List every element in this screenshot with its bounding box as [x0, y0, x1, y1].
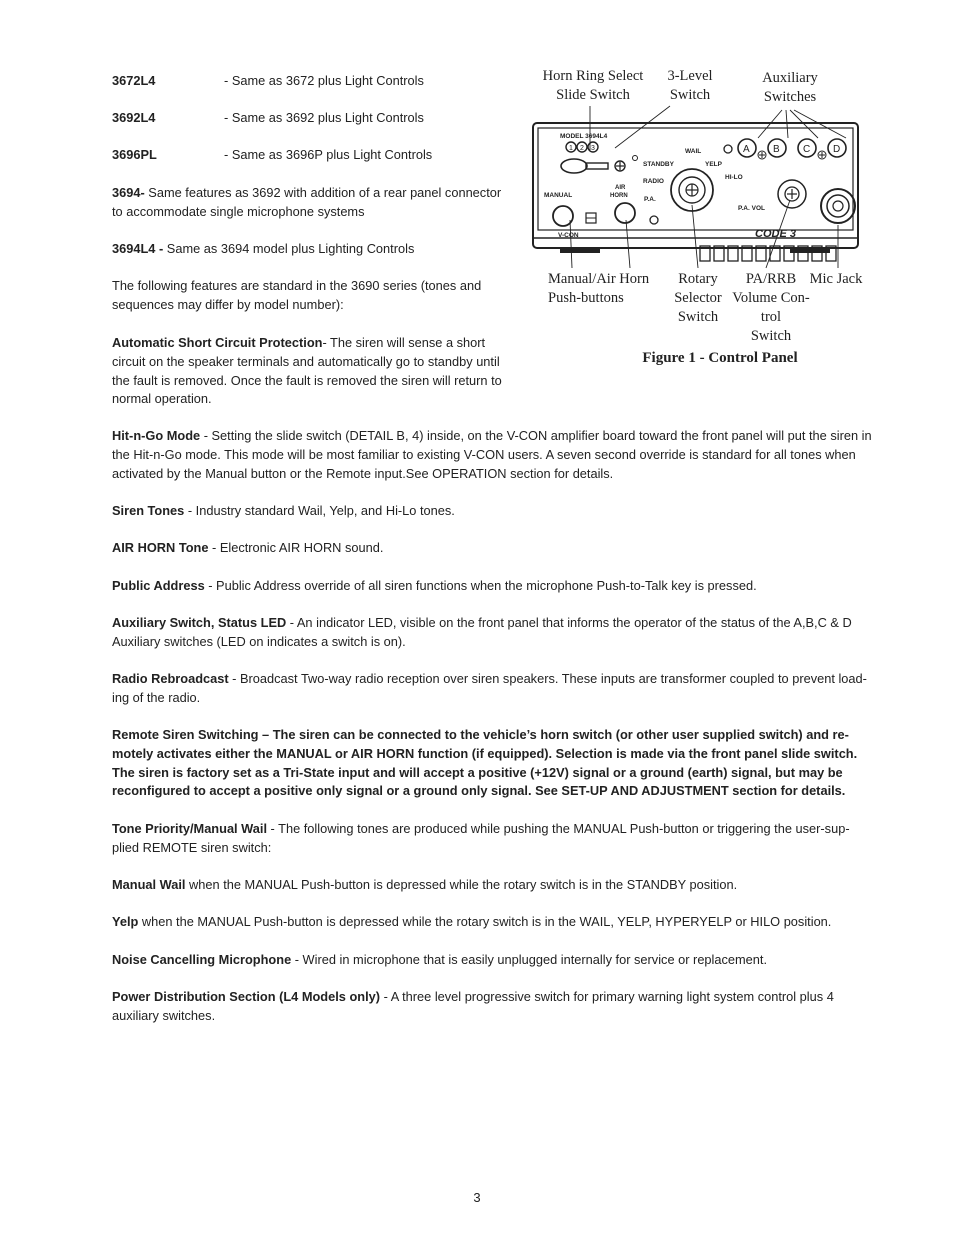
panel-brand-text: CODE 3 — [755, 228, 796, 240]
body: - Broadcast Two-way radio reception over siren speakers. These inputs are transformer coupled to prevent load-ing of the radio. — [112, 671, 867, 705]
body: when the MANUAL Push-button is depressed while the rotary switch is in the STANDBY position. — [185, 877, 738, 892]
body: - Electronic AIR HORN sound. — [208, 540, 384, 555]
term: Manual Wail — [112, 877, 186, 892]
term: Automatic Short Circuit Protection — [112, 335, 323, 350]
panel-yelp-text: YELP — [705, 161, 722, 168]
panel-standby-text: STANDBY — [643, 161, 674, 168]
label-line: Slide Switch — [556, 87, 630, 103]
body: - Industry standard Wail, Yelp, and Hi-Lo tones. — [184, 503, 455, 518]
term: Noise Cancelling Microphone — [112, 952, 292, 967]
leader-lines — [520, 90, 880, 290]
body: - Public Address override of all siren functions when the microphone Push-to-Talk key is pressed. — [204, 578, 757, 593]
label-line: Switch — [750, 328, 792, 344]
body: - An indicator LED, visible on the front panel that informs the operator of the status of the A,B,C & D Auxiliary switches (LED on indicates a switch is on). — [112, 615, 852, 649]
label-line: Switch — [669, 87, 711, 103]
feature-manual-wail — [112, 876, 872, 895]
label-line: PA/RRB — [745, 271, 797, 287]
body: - The following tones are produced while pushing the MANUAL Push-button or triggering the user-sup-plied REMOTE siren switch: — [112, 821, 850, 855]
body: when the MANUAL Push-button is depressed while the rotary switch is in the WAIL, YELP, HYPERYELP or HILO position. — [138, 914, 832, 929]
level-2-text: 2 — [580, 145, 584, 152]
aux-d-text: D — [833, 144, 841, 155]
feature-public-address — [112, 577, 872, 596]
feature-aux-led — [112, 614, 872, 652]
aux-c-text: C — [803, 144, 811, 155]
model-desc: - Same as 3696P plus Light Controls — [224, 147, 433, 162]
label-line: Push-buttons — [548, 290, 624, 306]
term: 3694- — [112, 185, 145, 200]
label-line: Switches — [763, 89, 817, 105]
label-line: Rotary — [678, 271, 718, 287]
aux-b-text: B — [773, 144, 780, 155]
feature-radio-rebroadcast — [112, 670, 872, 708]
label-mic-jack: Mic Jack — [809, 271, 863, 287]
panel-vcon-text: V-CON — [558, 232, 579, 239]
panel-horn-text: HORN — [610, 193, 628, 199]
feature-siren-tones — [112, 502, 872, 521]
term: Radio Rebroadcast — [112, 671, 229, 686]
term: AIR HORN Tone — [112, 540, 209, 555]
feature-hit-n-go — [112, 427, 872, 483]
label-line: Selector — [674, 290, 722, 306]
panel-hilo-text: HI-LO — [725, 174, 743, 181]
model-name: 3672L4 — [112, 73, 156, 88]
term: Remote Siren Switching – The siren can be connected to the vehicle’s horn switch (or other user supplied switch) and re-motely activates either the MANUAL or AIR HORN function (if equipped). Selection is made via the front panel slide switch. The siren is factory set as a Tri-State input and will accept a positive (+12V) signal or a ground (earth) signal, but may be reconfigured to accept a positive only signal or a ground only signal. See SET-UP AND ADJUSTMENT section for details. — [112, 727, 858, 799]
body: - Wired in microphone that is easily unplugged internally for service or replacement. — [291, 952, 768, 967]
level-1-text: 1 — [569, 145, 573, 152]
label-line: Switch — [677, 309, 719, 325]
model-name: 3692L4 — [112, 110, 156, 125]
label-line: Auxiliary — [762, 70, 818, 86]
label-line: trol — [760, 309, 782, 325]
label-line: Volume Con- — [732, 290, 810, 306]
term: Power Distribution Section (L4 Models only) — [112, 989, 381, 1004]
panel-air-text: AIR — [615, 185, 626, 191]
paragraph-auto-short — [112, 334, 507, 409]
panel-radio-text: RADIO — [643, 178, 664, 185]
body: - Setting the slide switch (DETAIL B, 4) inside, on the V-CON amplifier board toward the front panel will put the siren in the Hit-n-Go mode. This mode will be most familiar to existing V-CON users. A seven second override is standard for all tones when activated by the Manual button or the Remote input.See OPERATION section for details. — [112, 428, 872, 481]
term: Yelp — [112, 914, 139, 929]
figure-caption: Figure 1 - Control Panel — [642, 350, 798, 366]
paragraph-3694l4 — [112, 240, 507, 259]
paragraph-3694 — [112, 184, 507, 222]
paragraph-intro: The following features are standard in the 3690 series (tones and sequences may differ by model number): — [112, 278, 482, 312]
feature-power-distribution — [112, 988, 872, 1026]
label-line: Manual/Air Horn — [548, 271, 650, 287]
term: Siren Tones — [112, 503, 185, 518]
body: Same features as 3692 with addition of a rear panel connector to accommodate single microphone systems — [112, 185, 502, 219]
label-line: 3-Level — [667, 68, 713, 84]
feature-air-horn — [112, 539, 872, 558]
term: Hit-n-Go Mode — [112, 428, 201, 443]
panel-pavol-text: P.A. VOL — [738, 205, 765, 212]
model-desc: - Same as 3692 plus Light Controls — [224, 110, 424, 125]
panel-pa-text: P.A. — [644, 196, 656, 203]
body: - The siren will sense a short circuit on the speaker terminals and automatically go to standby until the fault is removed. Once the fault is removed the siren will return to normal operation. — [112, 335, 502, 407]
aux-a-text: A — [743, 144, 750, 155]
label-line: Horn Ring Select — [542, 68, 644, 84]
body: - A three level progressive switch for primary warning light system control plus 4 auxiliary switches. — [112, 989, 834, 1023]
page-number: 3 — [473, 1190, 481, 1205]
feature-noise-mic — [112, 951, 872, 970]
feature-remote-siren — [112, 726, 872, 801]
model-name: 3696PL — [112, 147, 157, 162]
level-3-text: 3 — [591, 145, 595, 152]
term: Auxiliary Switch, Status LED — [112, 615, 287, 630]
term: Tone Priority/Manual Wail — [112, 821, 267, 836]
panel-manual-text: MANUAL — [544, 192, 573, 199]
feature-tone-priority — [112, 820, 872, 858]
panel-wail-text: WAIL — [685, 148, 702, 155]
body: Same as 3694 model plus Lighting Controls — [163, 241, 415, 256]
panel-model-text: MODEL 3694L4 — [560, 133, 608, 140]
feature-yelp — [112, 913, 872, 932]
term: Public Address — [112, 578, 205, 593]
model-desc: - Same as 3672 plus Light Controls — [224, 73, 424, 88]
term: 3694L4 - — [112, 241, 164, 256]
